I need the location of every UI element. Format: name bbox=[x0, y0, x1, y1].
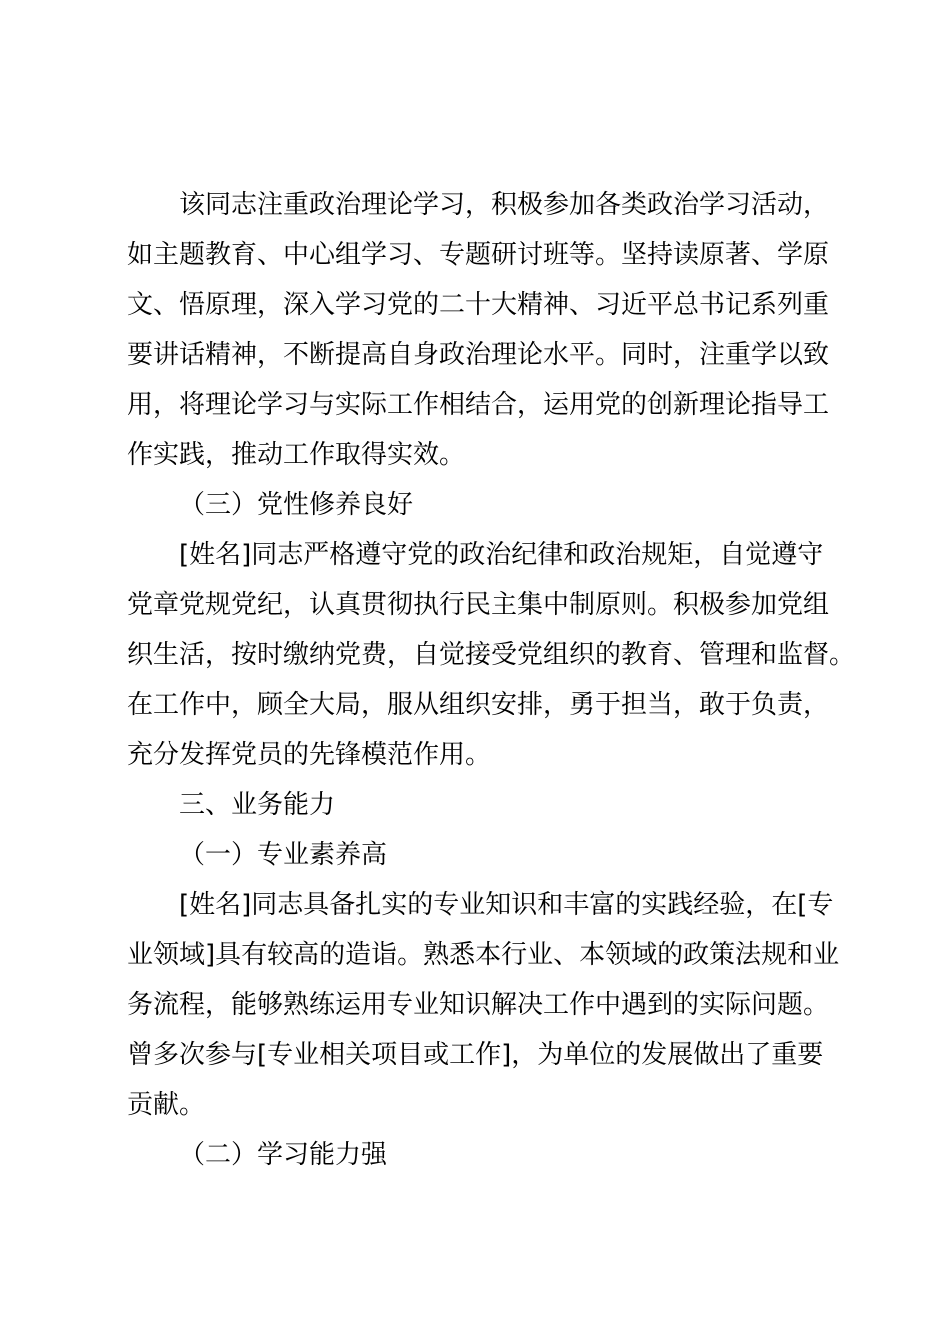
document-body bbox=[127, 180, 856, 1180]
section-heading-business-ability: 三、业务能力 bbox=[179, 790, 336, 820]
paragraph-party-discipline bbox=[127, 530, 856, 780]
subheading-professional-quality: （一）专业素养高 bbox=[179, 840, 388, 870]
paragraph-line: [姓名]同志具备扎实的专业知识和丰富的实践经验，在[专 bbox=[179, 890, 834, 920]
paragraph-line: 在工作中，顾全大局，服从组织安排，勇于担当，敢于负责， bbox=[127, 690, 830, 720]
paragraph-line: 务流程，能够熟练运用专业知识解决工作中遇到的实际问题。 bbox=[127, 990, 830, 1020]
paragraph-line: 织生活，按时缴纳党费，自觉接受党组织的教育、管理和监督。 bbox=[127, 640, 856, 670]
paragraph-line: 要讲话精神，不断提高自身政治理论水平。同时，注重学以致 bbox=[127, 340, 830, 370]
paragraph-line: 业领域]具有较高的造诣。熟悉本行业、本领域的政策法规和业 bbox=[127, 940, 840, 970]
paragraph-line: 用，将理论学习与实际工作相结合，运用党的创新理论指导工 bbox=[127, 390, 830, 420]
paragraph-line: 曾多次参与[专业相关项目或工作]，为单位的发展做出了重要 bbox=[127, 1040, 824, 1070]
paragraph-line: [姓名]同志严格遵守党的政治纪律和政治规矩，自觉遵守 bbox=[179, 540, 824, 570]
paragraph-line: 充分发挥党员的先锋模范作用。 bbox=[127, 740, 492, 770]
paragraph-line: 作实践，推动工作取得实效。 bbox=[127, 440, 466, 470]
paragraph-line: 该同志注重政治理论学习，积极参加各类政治学习活动， bbox=[179, 190, 830, 220]
paragraph-political-theory bbox=[127, 180, 839, 480]
paragraph-line: 文、悟原理，深入学习党的二十大精神、习近平总书记系列重 bbox=[127, 290, 830, 320]
paragraph-professional-knowledge bbox=[127, 880, 839, 1130]
subheading-learning-ability: （二）学习能力强 bbox=[179, 1140, 388, 1170]
paragraph-line: 贡献。 bbox=[127, 1090, 206, 1120]
paragraph-line: 党章党规党纪，认真贯彻执行民主集中制原则。积极参加党组 bbox=[127, 590, 830, 620]
subheading-party-spirit: （三）党性修养良好 bbox=[179, 490, 414, 520]
paragraph-line: 如主题教育、中心组学习、专题研讨班等。坚持读原著、学原 bbox=[127, 240, 830, 270]
